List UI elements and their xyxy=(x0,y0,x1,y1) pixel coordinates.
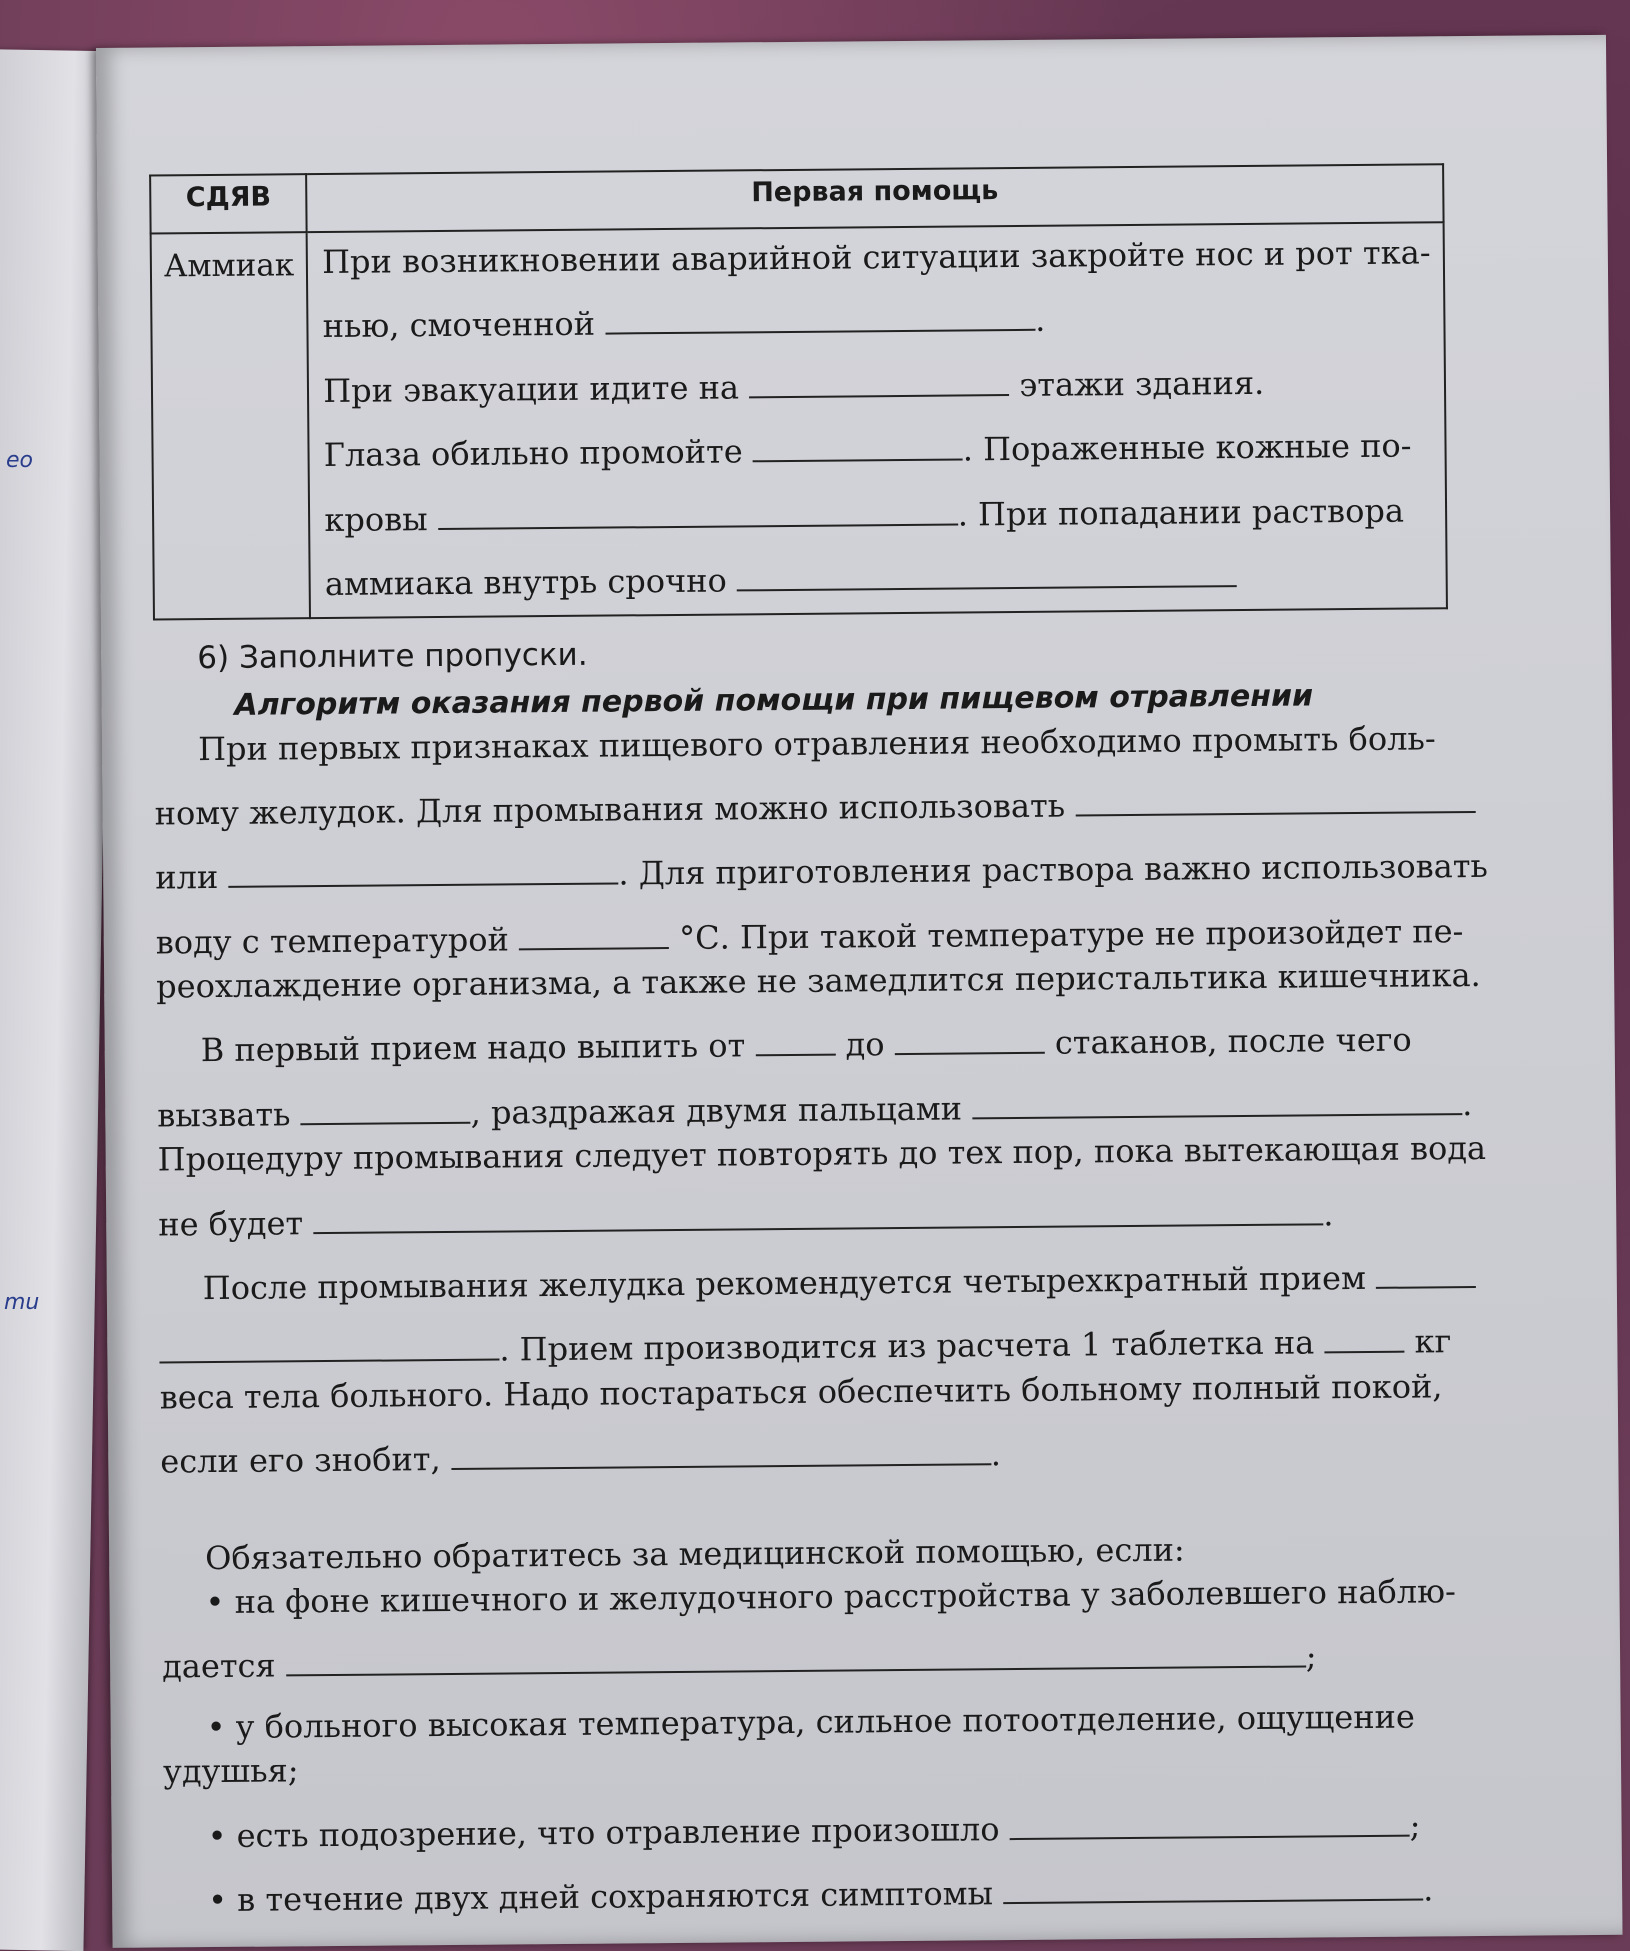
section-title: Алгоритм оказания первой помощи при пищевом отравлении xyxy=(234,677,1314,723)
text-line: Обязательно обратитесь за медицинской помощью, если: xyxy=(205,1530,1185,1577)
table-header-substance: СДЯВ xyxy=(150,174,307,233)
bullet-line: • в течение двух дней сохраняются симптомы . xyxy=(164,1867,1404,1920)
answer-blank[interactable] xyxy=(300,1090,470,1125)
text-line: удушья; xyxy=(162,1751,299,1791)
answer-blank[interactable] xyxy=(753,427,963,463)
first-aid-table xyxy=(149,163,1448,621)
table-line: При эвакуации идите на этажи здания. xyxy=(323,363,1265,410)
answer-blank[interactable] xyxy=(438,491,958,530)
answer-blank[interactable] xyxy=(519,915,669,950)
answer-blank[interactable] xyxy=(972,1081,1462,1119)
answer-blank[interactable] xyxy=(1376,1254,1476,1289)
text-line: При первых признаках пищевого отравления необходимо промыть боль- xyxy=(197,718,1436,768)
task-label: 6) Заполните пропуски. xyxy=(197,637,588,677)
answer-blank[interactable] xyxy=(286,1634,1306,1677)
answer-blank[interactable] xyxy=(228,851,618,888)
text-line: если его знобит, . xyxy=(160,1428,1400,1481)
answer-blank[interactable] xyxy=(755,1022,835,1057)
text-line: После промывания желудка рекомендуется четырехкратный прием xyxy=(159,1255,1399,1308)
answer-blank[interactable] xyxy=(159,1327,499,1364)
algorithm-text xyxy=(154,718,1489,1920)
answer-blank[interactable] xyxy=(737,553,1237,591)
table-line: Глаза обильно промойте . Пораженные кожные по- xyxy=(323,426,1412,475)
text-line: вызвать , раздражая двумя пальцами . xyxy=(157,1082,1397,1135)
table-line: кровы . При попадании раствора xyxy=(324,491,1405,539)
answer-blank[interactable] xyxy=(1324,1319,1404,1354)
text-line: Процедуру промывания следует повторять до тех пор, пока вытекающая вода xyxy=(157,1129,1487,1179)
bullet-line: • у больного высокая температура, сильное потоотделение, ощущение xyxy=(206,1697,1416,1746)
text-line: не будет . xyxy=(158,1190,1398,1243)
bullet-line: • есть подозрение, что отравление произошло ; xyxy=(163,1802,1403,1855)
text-line: веса тела больного. Надо постараться обеспечить больному полный покой, xyxy=(159,1367,1443,1417)
margin-note-1: eo xyxy=(6,448,33,473)
text-line: . Прием производится из расчета 1 таблетка на кг xyxy=(159,1319,1399,1372)
text-line: ному желудок. Для промывания можно использовать xyxy=(154,780,1394,833)
table-line: нью, смоченной . xyxy=(322,294,1431,346)
answer-blank[interactable] xyxy=(1003,1866,1423,1904)
substance-cell: Аммиак xyxy=(151,232,311,620)
text-line: реохлаждение организма, а также не замедлится перистальтика кишечника. xyxy=(156,956,1481,1006)
answer-blank[interactable] xyxy=(451,1431,991,1470)
workbook-page xyxy=(96,35,1623,1948)
table-line: При возникновении аварийной ситуации закройте нос и рот тка- xyxy=(321,233,1431,282)
answer-blank[interactable] xyxy=(313,1191,1323,1234)
text-line: или . Для приготовления раствора важно использовать xyxy=(155,847,1489,897)
table-header-first-aid: Первая помощь xyxy=(306,164,1443,232)
answer-blank[interactable] xyxy=(1075,779,1475,816)
text-line: воду с температурой °С. При такой температуре не произойдет пе- xyxy=(155,911,1464,962)
table-line: аммиака внутрь срочно xyxy=(325,551,1434,603)
answer-blank[interactable] xyxy=(895,1020,1045,1055)
first-aid-cell xyxy=(307,222,1447,618)
text-line: В первый прием надо выпить от до стаканов, после чего xyxy=(200,1021,1412,1070)
answer-blank[interactable] xyxy=(1009,1802,1409,1839)
page-content xyxy=(149,164,1489,1942)
margin-note-2: mu xyxy=(4,1290,40,1315)
answer-blank[interactable] xyxy=(605,297,1035,335)
text-line: дается ; xyxy=(162,1633,1402,1686)
bullet-line: • на фоне кишечного и желудочного расстройства у заболевшего наблю- xyxy=(205,1572,1456,1622)
answer-blank[interactable] xyxy=(749,362,1009,398)
